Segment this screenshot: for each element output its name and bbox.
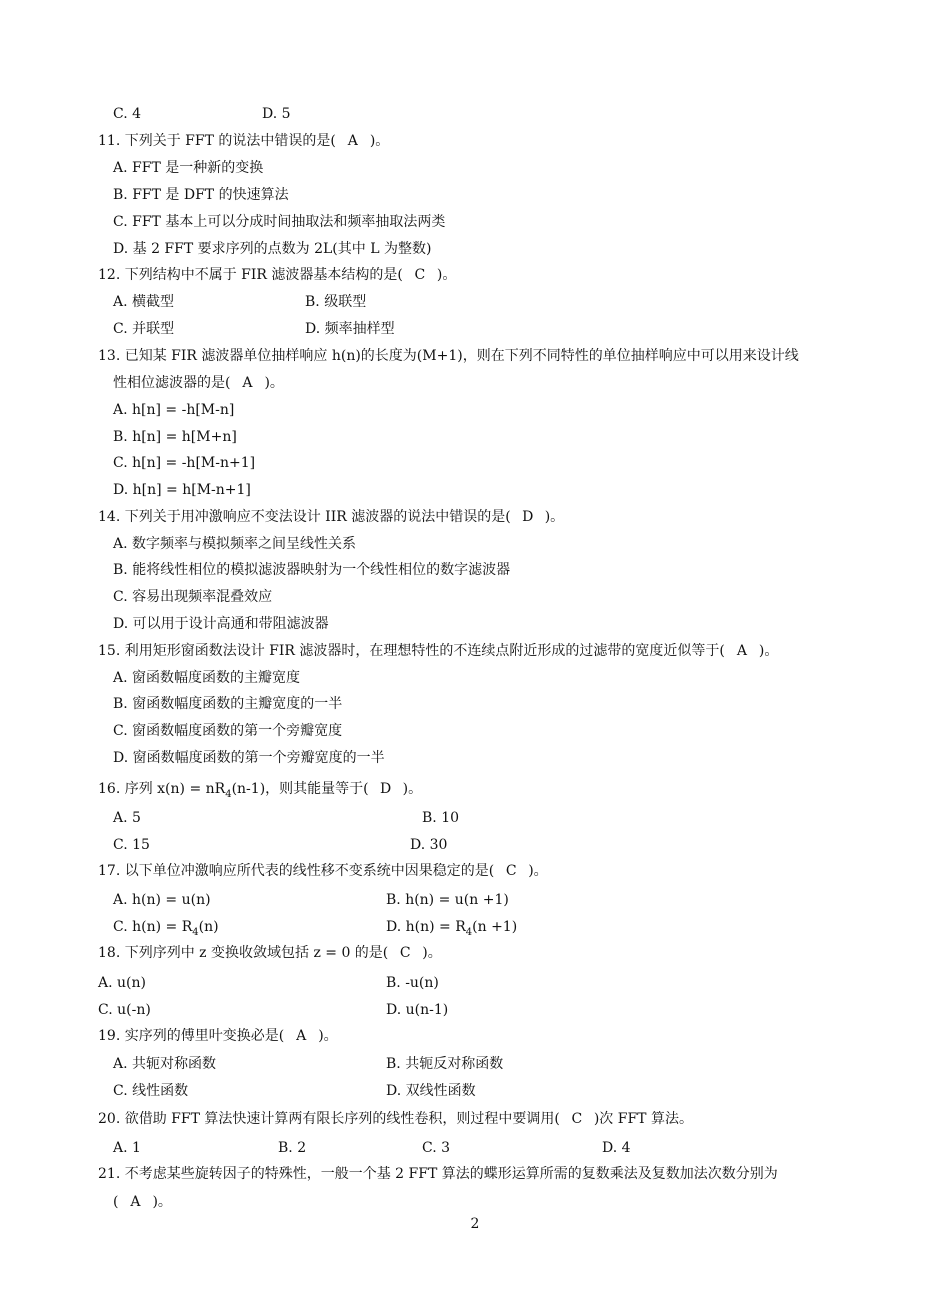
q18-answer: C [399, 945, 411, 961]
q18-option-d: D. u(n-1) [386, 1002, 449, 1018]
q16-option-d: D. 30 [410, 837, 448, 853]
q12-option-b: B. 级联型 [305, 294, 367, 310]
q16-option-c: C. 15 [113, 837, 150, 853]
q14-option-d: D. 可以用于设计高通和带阻滤波器 [113, 616, 329, 632]
q12-option-a: A. 横截型 [113, 294, 175, 310]
q11-option-c: C. FFT 基本上可以分成时间抽取法和频率抽取法两类 [113, 214, 446, 230]
q21-stem-line1: 21. 不考虑某些旋转因子的特殊性，一般一个基 2 FFT 算法的蝶形运算所需的复数乘法及复数加法次数分别为 [98, 1166, 778, 1182]
q18-option-b: B. -u(n) [386, 975, 439, 991]
q13-option-c: C. h[n] = -h[M-n+1] [113, 455, 256, 471]
q10-option-c: C. 4 [113, 106, 142, 122]
q16-option-b: B. 10 [422, 810, 460, 826]
q15-option-d: D. 窗函数幅度函数的第一个旁瓣宽度的一半 [113, 750, 385, 766]
q14-option-c: C. 容易出现频率混叠效应 [113, 589, 273, 605]
q11-answer: A [347, 133, 358, 149]
q11-option-b: B. FFT 是 DFT 的快速算法 [113, 187, 289, 203]
q19-answer: A [296, 1028, 307, 1044]
q17-option-b: B. h(n) = u(n +1) [386, 892, 509, 908]
q17-answer: C [505, 863, 517, 879]
q11-option-a: A. FFT 是一种新的变换 [113, 160, 264, 176]
q17-stem: 17. 以下单位冲激响应所代表的线性移不变系统中因果稳定的是( C )。 [98, 863, 548, 879]
q16-stem: 16. 序列 $x(n) = nR_4(n-1)$，则其能量等于( D )。 [98, 781, 423, 800]
q13-answer: A [242, 375, 253, 391]
q13-option-a: A. h[n] = -h[M-n] [113, 402, 235, 418]
q19-stem: 19. 实序列的傅里叶变换必是( A )。 [98, 1028, 338, 1044]
q20-option-b: B. 2 [278, 1140, 307, 1156]
q21-answer: A [130, 1194, 141, 1210]
q14-answer: D [522, 509, 534, 525]
q16-option-a: A. 5 [113, 810, 141, 826]
q15-option-a: A. 窗函数幅度函数的主瓣宽度 [113, 670, 301, 686]
q16-answer: D [380, 781, 392, 797]
q13-option-d: D. h[n] = h[M-n+1] [113, 482, 251, 498]
q13-option-b: B. h[n] = h[M+n] [113, 429, 237, 445]
q20-stem: 20. 欲借助 FFT 算法快速计算两有限长序列的线性卷积，则过程中要调用( C )次 FFT 算法。 [98, 1111, 693, 1127]
q15-option-c: C. 窗函数幅度函数的第一个旁瓣宽度 [113, 723, 343, 739]
q12-stem: 12. 下列结构中不属于 FIR 滤波器基本结构的是( C )。 [98, 267, 457, 283]
q19-option-a: A. 共轭对称函数 [113, 1056, 217, 1072]
q12-option-c: C. 并联型 [113, 321, 175, 337]
q20-option-d: D. 4 [602, 1140, 631, 1156]
q12-option-d: D. 频率抽样型 [305, 321, 395, 337]
q14-stem: 14. 下列关于用冲激响应不变法设计 IIR 滤波器的说法中错误的是( D )。 [98, 509, 565, 525]
q14-option-b: B. 能将线性相位的模拟滤波器映射为一个线性相位的数字滤波器 [113, 562, 511, 578]
q20-option-c: C. 3 [422, 1140, 451, 1156]
q11-stem: 11. 下列关于 FFT 的说法中错误的是( A )。 [98, 133, 390, 149]
q20-option-a: A. 1 [113, 1140, 141, 1156]
q15-option-b: B. 窗函数幅度函数的主瓣宽度的一半 [113, 696, 343, 712]
q13-stem-line2: 性相位滤波器的是( A )。 [113, 375, 284, 391]
q17-option-d: D. $h(n) = R_4(n +1)$ [386, 919, 518, 938]
q19-option-d: D. 双线性函数 [386, 1083, 476, 1099]
q18-option-a: A. u(n) [98, 975, 146, 991]
q13-stem-line1: 13. 已知某 FIR 滤波器单位抽样响应 h(n)的长度为(M+1)，则在下列不同特性的单位抽样响应中可以用来设计线 [98, 348, 799, 364]
q15-answer: A [736, 643, 747, 659]
q17-option-c: C. $h(n) = R_4(n)$ [113, 919, 219, 938]
q19-option-c: C. 线性函数 [113, 1083, 189, 1099]
q12-answer: C [414, 267, 426, 283]
q17-option-a: A. h(n) = u(n) [113, 892, 211, 908]
q19-option-b: B. 共轭反对称函数 [386, 1056, 504, 1072]
q18-option-c: C. u(-n) [98, 1002, 151, 1018]
q14-option-a: A. 数字频率与模拟频率之间呈线性关系 [113, 536, 357, 552]
q10-option-d: D. 5 [262, 106, 291, 122]
q18-stem: 18. 下列序列中 z 变换收敛域包括 z = 0 的是( C )。 [98, 945, 442, 961]
page-number: 2 [470, 1216, 480, 1232]
q11-option-d: D. 基 2 FFT 要求序列的点数为 2L(其中 L 为整数) [113, 241, 432, 257]
q15-stem: 15. 利用矩形窗函数法设计 FIR 滤波器时，在理想特性的不连续点附近形成的过滤带的宽度近似等于( A )。 [98, 643, 779, 659]
q21-stem-line2: ( A )。 [113, 1194, 172, 1210]
q20-answer: C [571, 1111, 583, 1127]
